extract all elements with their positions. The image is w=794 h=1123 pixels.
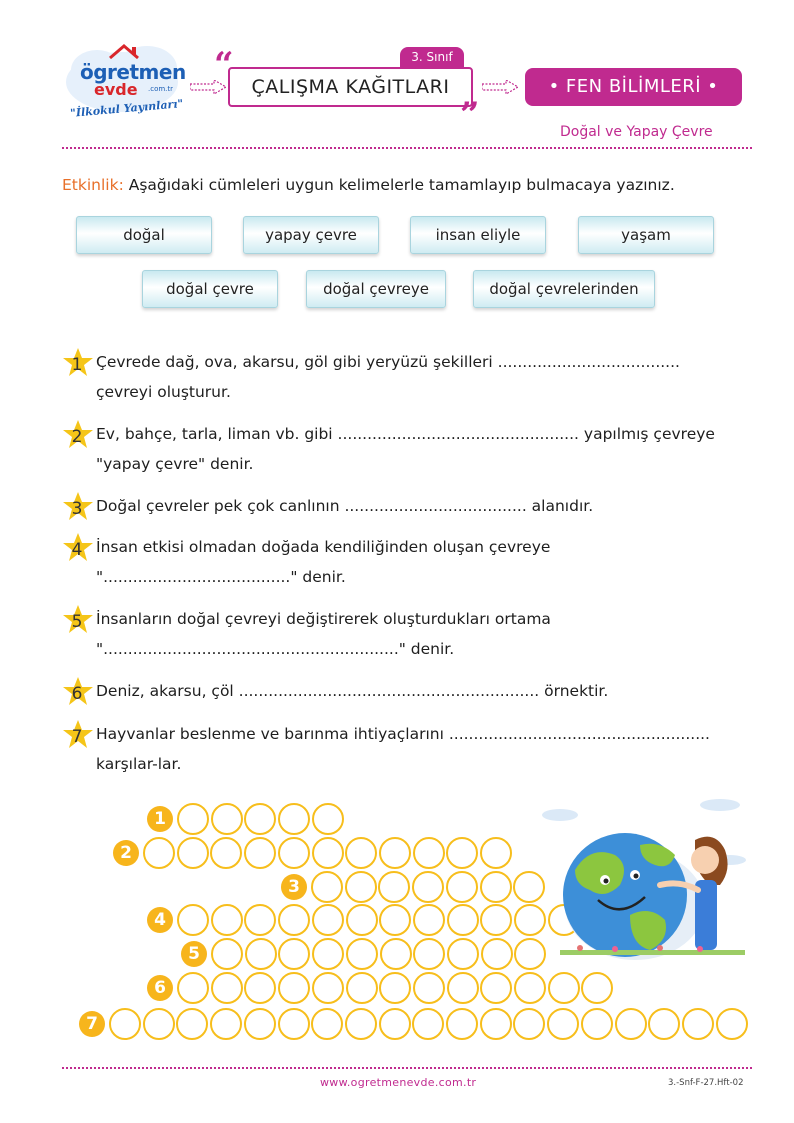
puzzle-cell[interactable] [480, 871, 512, 903]
puzzle-cell[interactable] [379, 904, 411, 936]
star-icon: 3 [62, 491, 96, 523]
puzzle-cell[interactable] [447, 972, 479, 1004]
puzzle-cell[interactable] [345, 1008, 377, 1040]
puzzle-cell[interactable] [581, 1008, 613, 1040]
footer-url[interactable]: www.ogretmenevde.com.tr [320, 1076, 477, 1089]
puzzle-cell[interactable] [211, 972, 243, 1004]
puzzle-cell[interactable] [346, 972, 378, 1004]
puzzle-cell[interactable] [312, 972, 344, 1004]
puzzle-cell[interactable] [143, 837, 175, 869]
puzzle-cell[interactable] [143, 1008, 175, 1040]
puzzle-cell[interactable] [210, 1008, 242, 1040]
puzzle-number-badge: 6 [147, 975, 173, 1001]
puzzle-cell[interactable] [244, 904, 276, 936]
open-quote-icon: “ [214, 45, 234, 85]
puzzle-number-badge: 1 [147, 806, 173, 832]
puzzle-cell[interactable] [244, 972, 276, 1004]
puzzle-cell[interactable] [412, 871, 444, 903]
footer-divider [62, 1067, 752, 1069]
puzzle-cell[interactable] [245, 938, 277, 970]
question-item [62, 676, 722, 706]
star-icon: 2 [62, 419, 96, 451]
puzzle-cell[interactable] [379, 837, 411, 869]
word-tile: doğal çevre [142, 270, 278, 308]
star-icon: 4 [62, 532, 96, 564]
puzzle-cell[interactable] [176, 1008, 208, 1040]
star-icon: 7 [62, 719, 96, 751]
puzzle-cell[interactable] [446, 1008, 478, 1040]
question-text: Çevrede dağ, ova, akarsu, göl gibi yeryüzü şekilleri ..................................... çevreyi oluşturur. [96, 353, 680, 401]
puzzle-cell[interactable] [109, 1008, 141, 1040]
puzzle-cell[interactable] [278, 1008, 310, 1040]
puzzle-cell[interactable] [278, 904, 310, 936]
puzzle-cell[interactable] [413, 972, 445, 1004]
question-item [62, 719, 722, 779]
puzzle-number-badge: 5 [181, 941, 207, 967]
puzzle-cell[interactable] [480, 972, 512, 1004]
puzzle-cell[interactable] [244, 1008, 276, 1040]
puzzle-cell[interactable] [210, 837, 242, 869]
topic-title: Doğal ve Yapay Çevre [560, 124, 713, 140]
word-tile: doğal çevreye [306, 270, 446, 308]
puzzle-cell[interactable] [177, 972, 209, 1004]
grade-badge: 3. Sınıf [400, 47, 464, 67]
puzzle-cell[interactable] [312, 837, 344, 869]
puzzle-cell[interactable] [278, 938, 310, 970]
puzzle-cell[interactable] [177, 837, 209, 869]
logo-tagline: "İlkokul Yayınları" [69, 97, 184, 120]
footer-code: 3.-Snf-F-27.Hft-02 [668, 1078, 744, 1088]
puzzle-number-badge: 7 [79, 1011, 105, 1037]
word-tile: doğal [76, 216, 212, 254]
puzzle-cell[interactable] [346, 938, 378, 970]
puzzle-cell[interactable] [513, 1008, 545, 1040]
puzzle-cell[interactable] [244, 803, 276, 835]
question-item [62, 604, 722, 664]
question-text: Ev, bahçe, tarla, liman vb. gibi ................................................. yapılmış çevreye "yapay çevre" denir. [96, 425, 715, 473]
puzzle-cell[interactable] [346, 904, 378, 936]
question-text: Deniz, akarsu, çöl ............................................................. örnektir. [96, 682, 609, 700]
page-title: ÇALIŞMA KAĞITLARI [228, 67, 473, 107]
puzzle-cell[interactable] [211, 938, 243, 970]
puzzle-cell[interactable] [311, 1008, 343, 1040]
word-tile: doğal çevrelerinden [473, 270, 655, 308]
earth-hug-illustration [520, 785, 770, 965]
instruction-label: Etkinlik: [62, 176, 124, 194]
puzzle-cell[interactable] [480, 837, 512, 869]
question-text: İnsanların doğal çevreyi değiştirerek oluşturdukları ortama "............................................................" denir. [96, 610, 551, 658]
puzzle-cell[interactable] [413, 938, 445, 970]
puzzle-number-badge: 4 [147, 907, 173, 933]
puzzle-cell[interactable] [211, 904, 243, 936]
puzzle-cell[interactable] [481, 938, 513, 970]
logo-domain: .com.tr [148, 85, 174, 93]
puzzle-cell[interactable] [278, 972, 310, 1004]
puzzle-number-badge: 3 [281, 874, 307, 900]
puzzle-number-badge: 2 [113, 840, 139, 866]
puzzle-cell[interactable] [380, 938, 412, 970]
puzzle-cell[interactable] [447, 904, 479, 936]
puzzle-cell[interactable] [312, 904, 344, 936]
puzzle-cell[interactable] [682, 1008, 714, 1040]
puzzle-cell[interactable] [177, 904, 209, 936]
puzzle-cell[interactable] [446, 837, 478, 869]
puzzle-cell[interactable] [514, 972, 546, 1004]
puzzle-cell[interactable] [716, 1008, 748, 1040]
puzzle-cell[interactable] [379, 972, 411, 1004]
puzzle-cell[interactable] [278, 803, 310, 835]
question-item [62, 419, 722, 479]
close-quote-icon: ” [460, 95, 480, 135]
puzzle-cell[interactable] [177, 803, 209, 835]
puzzle-cell[interactable] [413, 904, 445, 936]
puzzle-cell[interactable] [278, 837, 310, 869]
puzzle-cell[interactable] [480, 904, 512, 936]
arrow-right-icon [482, 80, 518, 94]
puzzle-cell[interactable] [413, 837, 445, 869]
question-text: Doğal çevreler pek çok canlının ..................................... alanıdır. [96, 497, 594, 515]
puzzle-cell[interactable] [345, 837, 377, 869]
divider [62, 147, 752, 149]
instruction-text: Aşağıdaki cümleleri uygun kelimelerle tamamlayıp bulmacaya yazınız. [123, 176, 675, 194]
word-tile: yaşam [578, 216, 714, 254]
puzzle-cell[interactable] [548, 972, 580, 1004]
puzzle-cell[interactable] [480, 1008, 512, 1040]
logo-name-evde: evde [94, 80, 138, 99]
word-tile: insan eliyle [410, 216, 546, 254]
puzzle-cell[interactable] [648, 1008, 680, 1040]
puzzle-cell[interactable] [581, 972, 613, 1004]
logo [62, 40, 197, 125]
question-item [62, 532, 722, 592]
puzzle-cell[interactable] [615, 1008, 647, 1040]
puzzle-cell[interactable] [378, 871, 410, 903]
puzzle-cell[interactable] [311, 871, 343, 903]
word-tile: yapay çevre [243, 216, 379, 254]
question-item [62, 347, 722, 407]
subject-badge: • FEN BİLİMLERİ • [525, 68, 742, 106]
question-item [62, 491, 722, 521]
puzzle-cell[interactable] [244, 837, 276, 869]
puzzle-cell[interactable] [379, 1008, 411, 1040]
instruction [62, 176, 675, 194]
puzzle-cell[interactable] [312, 803, 344, 835]
puzzle-cell[interactable] [345, 871, 377, 903]
question-text: Hayvanlar beslenme ve barınma ihtiyaçlarını ..................................................... karşılar-lar. [96, 725, 710, 773]
puzzle-cell[interactable] [211, 803, 243, 835]
logo-name: ögretmen [80, 60, 186, 84]
puzzle-cell[interactable] [412, 1008, 444, 1040]
star-icon: 1 [62, 347, 96, 379]
puzzle-cell[interactable] [312, 938, 344, 970]
star-icon: 5 [62, 604, 96, 636]
puzzle-cell[interactable] [446, 871, 478, 903]
puzzle-cell[interactable] [547, 1008, 579, 1040]
puzzle-cell[interactable] [447, 938, 479, 970]
star-icon: 6 [62, 676, 96, 708]
question-text: İnsan etkisi olmadan doğada kendiliğinden oluşan çevreye "......................................" denir. [96, 538, 551, 586]
